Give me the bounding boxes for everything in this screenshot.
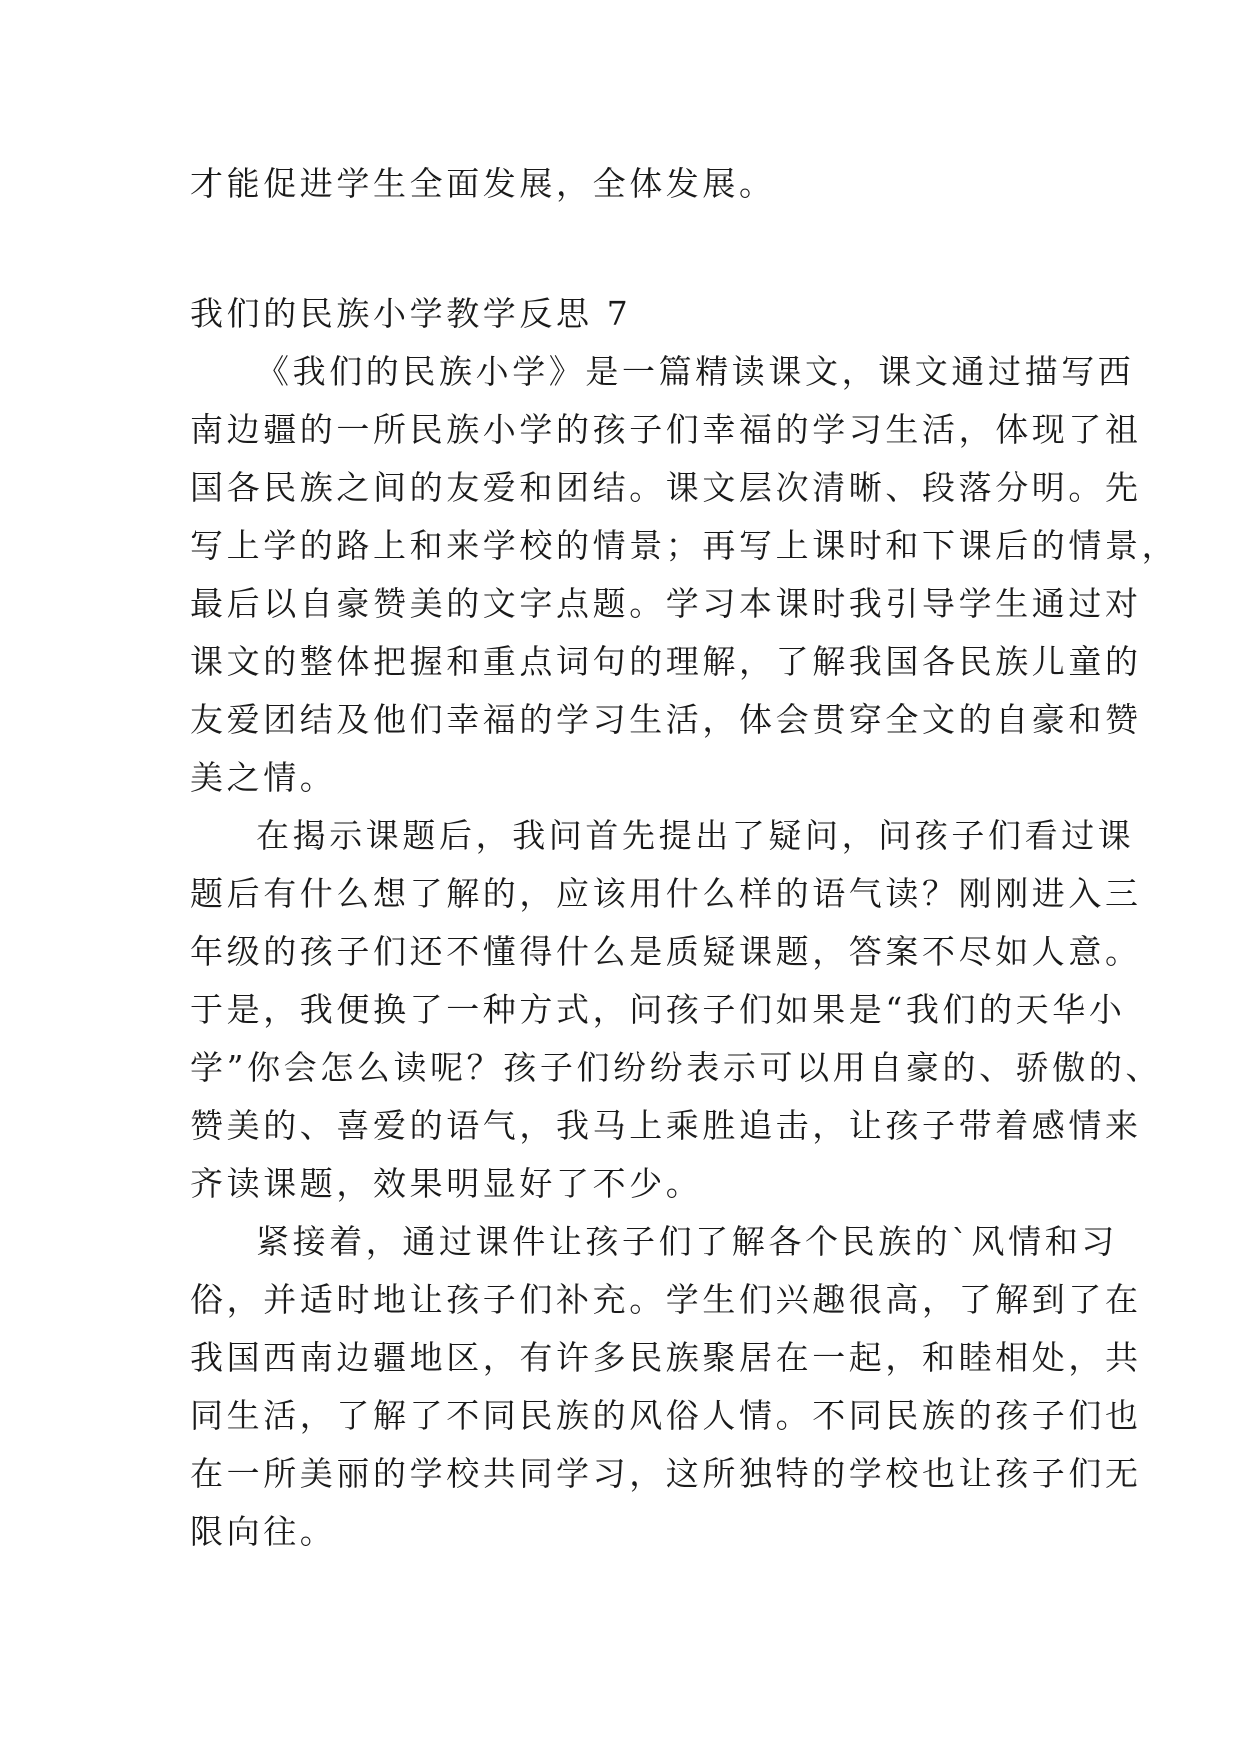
paragraph-line: 美之情。 (190, 758, 337, 797)
paragraph-line: 在揭示课题后，我问首先提出了疑问，问孩子们看过课 (256, 816, 1135, 855)
paragraph-line: 题后有什么想了解的，应该用什么样的语气读？刚刚进入三 (190, 874, 1142, 913)
paragraph-line: 赞美的、喜爱的语气，我马上乘胜追击，让孩子带着感情来 (190, 1106, 1142, 1145)
paragraph-line: 于是，我便换了一种方式，问孩子们如果是“我们的天华小 (190, 990, 1126, 1029)
document-body (190, 155, 1179, 1561)
continuation-text: 才能促进学生全面发展，全体发展。 (190, 164, 776, 203)
paragraph-line: 在一所美丽的学校共同学习，这所独特的学校也让孩子们无 (190, 1454, 1142, 1493)
paragraph-line: 学”你会怎么读呢？孩子们纷纷表示可以用自豪的、骄傲的、 (190, 1048, 1163, 1087)
paragraph-line: 南边疆的一所民族小学的孩子们幸福的学习生活，体现了祖 (190, 410, 1142, 449)
section-heading: 我们的民族小学教学反思 7 (190, 294, 632, 333)
paragraph-line: 俗，并适时地让孩子们补充。学生们兴趣很高，了解到了在 (190, 1280, 1142, 1319)
paragraph-line: 《我们的民族小学》是一篇精读课文，课文通过描写西 (256, 352, 1135, 391)
paragraph-line: 写上学的路上和来学校的情景；再写上课时和下课后的情景， (190, 526, 1179, 565)
paragraph-line: 课文的整体把握和重点词句的理解，了解我国各民族儿童的 (190, 642, 1142, 681)
paragraph-line: 限向往。 (190, 1512, 337, 1551)
paragraph-line: 齐读课题，效果明显好了不少。 (190, 1164, 703, 1203)
paragraph-line: 最后以自豪赞美的文字点题。学习本课时我引导学生通过对 (190, 584, 1142, 623)
paragraph-line: 国各民族之间的友爱和团结。课文层次清晰、段落分明。先 (190, 468, 1142, 507)
paragraph-2 (190, 807, 1163, 1213)
paragraph-3 (190, 1213, 1142, 1561)
paragraph-line: 同生活，了解了不同民族的风俗人情。不同民族的孩子们也 (190, 1396, 1142, 1435)
paragraph-line: 年级的孩子们还不懂得什么是质疑课题，答案不尽如人意。 (190, 932, 1142, 971)
paragraph-line: 紧接着，通过课件让孩子们了解各个民族的`风情和习 (256, 1222, 1118, 1261)
section-gap (190, 213, 1070, 285)
paragraph-1 (190, 343, 1179, 807)
paragraph-line: 友爱团结及他们幸福的学习生活，体会贯穿全文的自豪和赞 (190, 700, 1142, 739)
paragraph-line: 我国西南边疆地区，有许多民族聚居在一起，和睦相处，共 (190, 1338, 1142, 1377)
